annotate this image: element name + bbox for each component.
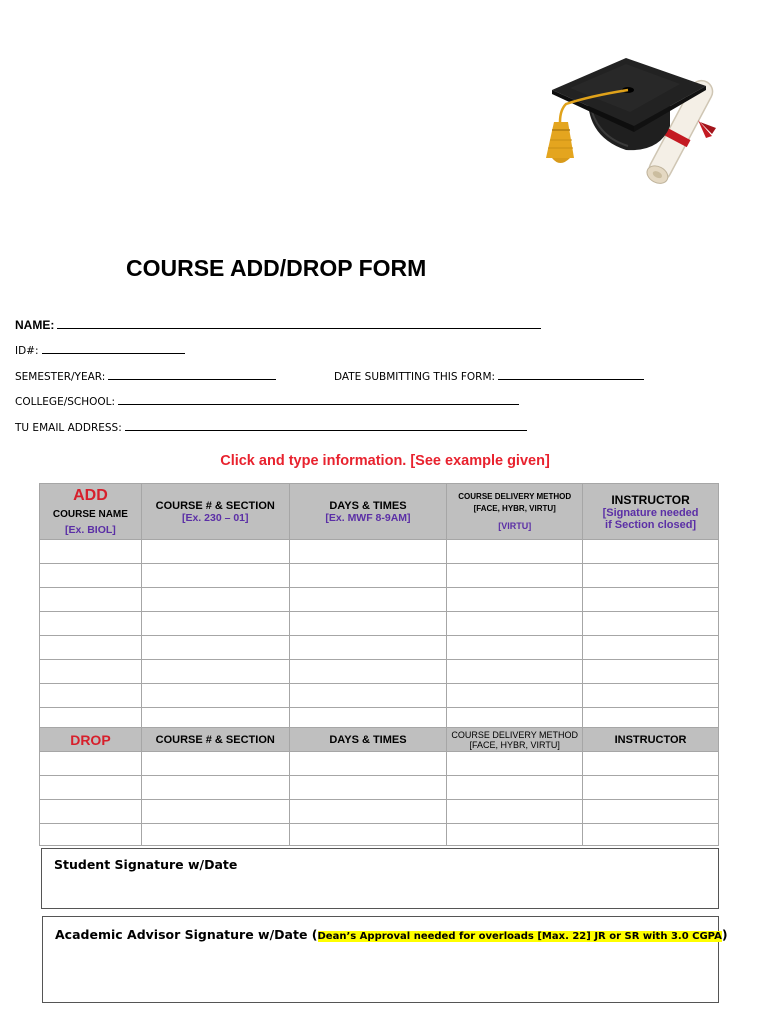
cell[interactable] [141,588,289,612]
cell[interactable] [141,800,289,824]
graduation-cap-icon [530,40,730,190]
drop-label: DROP [70,731,111,748]
cell[interactable] [289,660,447,684]
advisor-label-text: Academic Advisor Signature w/Date ( [55,927,318,942]
cell[interactable] [141,660,289,684]
cell[interactable] [583,800,719,824]
add-row[interactable] [40,684,719,708]
cell[interactable] [40,752,142,776]
cell[interactable] [583,660,719,684]
cell[interactable] [141,684,289,708]
add-delivery-header [447,484,583,540]
drop-row[interactable] [40,776,719,800]
spacer-row [40,708,719,728]
cell[interactable] [289,776,447,800]
add-days-example: [Ex. MWF 8-9AM] [325,511,411,524]
college-input-line[interactable] [118,394,519,405]
advisor-label-close: ) [721,927,728,942]
add-header-row [40,484,719,540]
cell[interactable] [289,540,447,564]
cell[interactable] [583,564,719,588]
course-table [39,483,719,846]
cell[interactable] [289,800,447,824]
course-name-label: COURSE NAME [52,509,128,520]
cell[interactable] [583,752,719,776]
cell[interactable] [40,564,142,588]
drop-delivery-label: COURSE DELIVERY METHOD [451,729,579,740]
cell[interactable] [40,540,142,564]
name-input-line[interactable] [57,316,541,329]
cell[interactable] [141,776,289,800]
add-course-name-header [40,484,142,540]
student-signature-box[interactable] [41,848,719,909]
cell[interactable] [447,776,583,800]
drop-delivery-options: [FACE, HYBR, VIRTU] [469,739,560,750]
cell[interactable] [141,564,289,588]
add-instructor-note-1: [Signature needed [602,506,699,519]
add-row[interactable] [40,540,719,564]
cell[interactable] [447,824,583,846]
college-label: COLLEGE/SCHOOL: [15,396,116,408]
date-input-line[interactable] [498,369,644,380]
cell[interactable] [289,684,447,708]
cell[interactable] [40,612,142,636]
add-delivery-options: [FACE, HYBR, VIRTU] [473,504,556,513]
semester-input-line[interactable] [108,369,276,380]
drop-days-label: DAYS & TIMES [329,733,407,746]
cell[interactable] [583,824,719,846]
add-row[interactable] [40,588,719,612]
cell[interactable] [583,684,719,708]
drop-instructor-label: INSTRUCTOR [614,733,687,746]
cell[interactable] [141,824,289,846]
advisor-approval-note: Dean’s Approval needed for overloads [Max. 22] JR or SR with 3.0 CGPA [317,931,722,942]
cell[interactable] [447,612,583,636]
cell[interactable] [40,824,142,846]
cell[interactable] [289,588,447,612]
email-input-line[interactable] [125,420,527,431]
cell[interactable] [583,776,719,800]
add-delivery-label: COURSE DELIVERY METHOD [458,492,572,501]
add-days-header [289,484,447,540]
add-instructor-label: INSTRUCTOR [611,492,690,507]
cell[interactable] [447,564,583,588]
add-delivery-example: [VIRTU] [498,521,532,531]
add-days-label: DAYS & TIMES [329,499,407,512]
semester-label: SEMESTER/YEAR: [15,371,106,383]
instruction-text: Click and type information. [See example given] [220,453,550,469]
email-label: TU EMAIL ADDRESS: [15,422,122,434]
cell[interactable] [141,636,289,660]
cell[interactable] [289,564,447,588]
semester-field[interactable] [15,369,276,383]
cell[interactable] [447,636,583,660]
course-name-example: [Ex. BIOL] [65,524,116,536]
cell[interactable] [447,540,583,564]
cell[interactable] [141,752,289,776]
drop-days-header [289,728,447,752]
cell[interactable] [583,636,719,660]
cell[interactable] [289,636,447,660]
form-title: COURSE ADD/DROP FORM [126,255,427,281]
drop-delivery-header [447,728,583,752]
cell[interactable] [447,660,583,684]
cell[interactable] [583,588,719,612]
email-field[interactable] [15,420,527,434]
drop-section-header [141,728,289,752]
add-instructor-note-2: if Section closed] [605,518,697,531]
date-label: DATE SUBMITTING THIS FORM: [334,371,496,383]
add-row[interactable] [40,636,719,660]
drop-row[interactable] [40,752,719,776]
date-field[interactable] [334,369,644,383]
add-instructor-header [583,484,719,540]
cell[interactable] [141,540,289,564]
cell[interactable] [40,636,142,660]
add-section-header [141,484,289,540]
drop-row[interactable] [40,800,719,824]
student-signature-label: Student Signature w/Date [54,857,238,872]
id-label: ID#: [15,345,39,357]
cell[interactable] [447,752,583,776]
cell[interactable] [40,660,142,684]
cell[interactable] [289,752,447,776]
advisor-signature-label [55,927,728,942]
add-row[interactable] [40,612,719,636]
cell[interactable] [40,800,142,824]
cell[interactable] [289,612,447,636]
cell[interactable] [289,824,447,846]
add-label: ADD [73,487,108,504]
drop-header-row [40,728,719,752]
name-field[interactable] [15,316,541,332]
drop-instructor-header [583,728,719,752]
cell[interactable] [40,588,142,612]
cell[interactable] [40,684,142,708]
add-section-label: COURSE # & SECTION [155,499,275,512]
cell[interactable] [447,588,583,612]
cell[interactable] [141,612,289,636]
drop-row[interactable] [40,824,719,846]
add-row[interactable] [40,564,719,588]
college-field[interactable] [15,394,519,408]
cell[interactable] [447,684,583,708]
cell[interactable] [40,776,142,800]
cell[interactable] [583,612,719,636]
add-row[interactable] [40,660,719,684]
advisor-signature-box[interactable] [42,916,728,1003]
id-input-line[interactable] [42,343,185,354]
drop-label-header [40,728,142,752]
add-section-example: [Ex. 230 – 01] [181,511,249,524]
drop-section-label: COURSE # & SECTION [155,733,275,746]
name-label: NAME: [15,318,55,332]
id-field[interactable] [15,343,185,357]
cell[interactable] [447,800,583,824]
cell[interactable] [583,540,719,564]
